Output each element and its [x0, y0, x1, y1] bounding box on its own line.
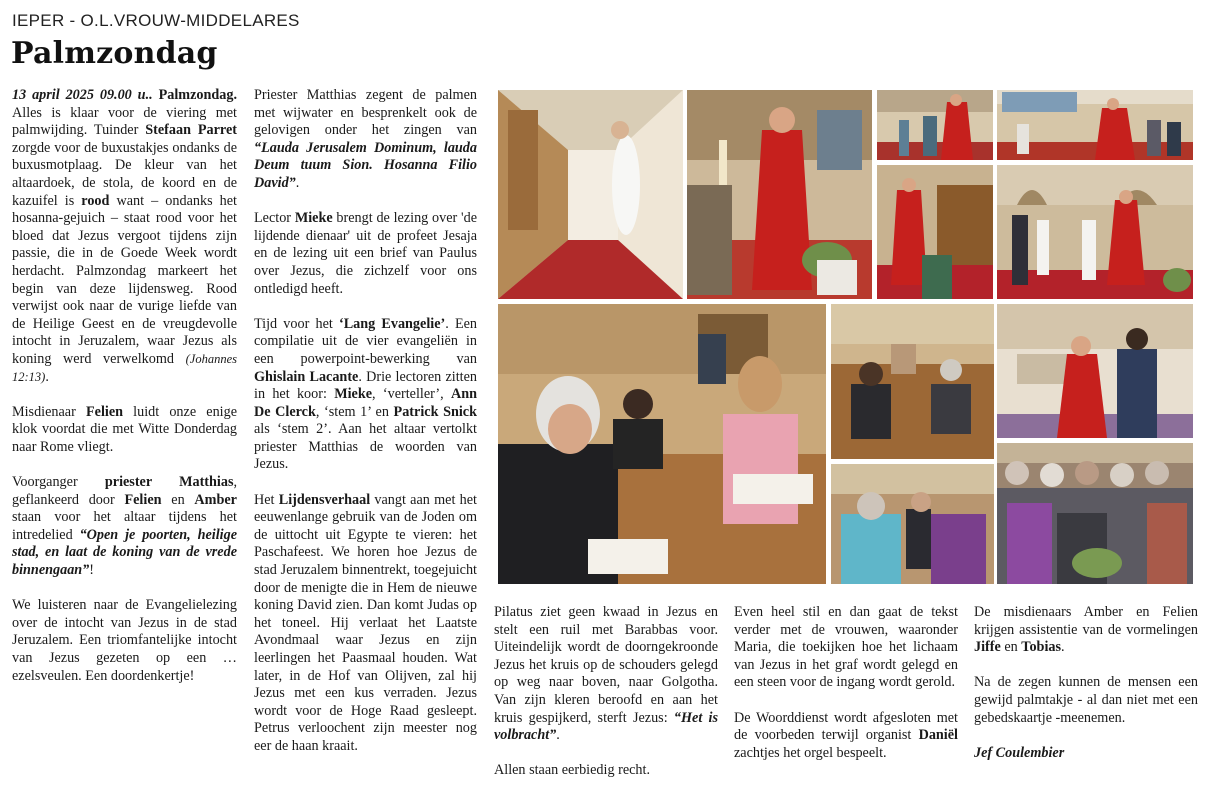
photo-altar-server-corridor [498, 90, 683, 299]
photo-priest-at-lectern [877, 165, 993, 299]
text-column-4 [734, 604, 958, 762]
person-name: Ann De Clerck [254, 386, 477, 420]
paragraph: Na de zegen kunnen de mensen een gewijd palmtakje - al dan niet met een gebedskaartje -meenemen. [974, 674, 1198, 726]
photo-people-taking-palms [831, 464, 994, 584]
person-name: Felien [124, 491, 162, 508]
person-name: Mieke [294, 210, 333, 227]
song-quote: “Lauda Jerusalem Dominum, lauda Deum tuum Sion. Hosanna Filio David” [254, 139, 477, 191]
photo-priest-with-vormeling [997, 304, 1193, 438]
paragraph: Tijd voor het ‘Lang Evangelie’. Een compilatie uit de vier evangeliën in een powerpoint-bewerking van Ghislain Lacante. Drie lectoren zitten in het koor: Mieke, ‘verteller’, Ann De Clerck, ‘stem 1’ en Patrick Snick als ‘stem 2’. Aan het altaar vertolkt priester Matthias de woorden van Jezus. [254, 315, 477, 473]
photo-altar-servers-church [997, 165, 1193, 299]
bible-reference: (Johannes 12:13) [12, 351, 237, 384]
photo-congregation-screen [997, 90, 1193, 160]
person-name: Patrick Snick [393, 403, 477, 420]
paragraph: 13 april 2025 09.00 u.. Palmzondag. Alles is klaar voor de viering met palmwijding. Tuinder Stefaan Parret zorgde voor de buxustakjes ondanks de buxusmotplaag. De kleur van het altaardoek, de stola, de koord en de kazuifel is rood want – ondanks het hosanna-gejuich – staat rood voor het bloed dat Jezus vergoot tijdens zijn passie, die in de Goede Week wordt herdacht. Palmzondag markeert het begin van deze lijdensweg. Rood verwijst ook naar de vurige liefde van de Heilige Geest en de vreugdevolle intocht in Jeruzalem, waar Jezus als koning werd verwelkomd (Johannes 12:13). [12, 87, 238, 385]
person-name: Mieke [334, 386, 373, 403]
article-title: Palmzondag [11, 36, 218, 71]
quote: “Het is volbracht” [494, 709, 718, 744]
paragraph: We luisteren naar de Evangelielezing over de intocht van Jezus in de stad Jeruzalem. Een triomfantelijke intocht van Jezus gezeten op een … ezelsveulen. Een doordenkertje! [12, 597, 237, 684]
photo-priest-blessing-palms [687, 90, 872, 299]
text-column-3 [494, 604, 718, 780]
person-name: Daniël [918, 727, 958, 744]
date-label: 13 april 2025 09.00 u.. [12, 87, 153, 103]
lead-word: Palmzondag. [158, 87, 238, 103]
photo-palm-procession-1 [877, 90, 993, 160]
song-quote: “Open je poorten, heilige stad, en laat de koning van de vrede binnengaan” [12, 526, 237, 579]
photo-crowd-palm-baskets [997, 443, 1193, 584]
person-name: Tobias [1021, 639, 1061, 656]
person-name: Felien [85, 403, 124, 420]
paragraph: Lector Mieke brengt de lezing over 'de lijdende dienaar' uit de profeet Jesaja en de lezing uit een brief van Paulus over Jezus, die zichzelf voor ons ontledigd heeft. [254, 210, 477, 297]
text-column-1 [12, 87, 237, 685]
person-name: Amber [194, 491, 237, 508]
paragraph: Priester Matthias zegent de palmen met wijwater en besprenkelt ook de gelovigen onder het zingen van “Lauda Jerusalem Dominum, lauda Deum tuum Sion. Hosanna Filio David”. [254, 87, 477, 191]
person-name: Ghislain Lacante [254, 368, 359, 385]
paragraph: De Woorddienst wordt afgesloten met de voorbeden terwijl organist Daniël zachtjes het orgel bespeelt. [734, 709, 958, 761]
paragraph: Voorganger priester Matthias, geflankeerd door Felien en Amber staan voor het altaar tijdens het intredelied “Open je poorten, heilige stad, en laat de koning van de vrede binnengaan”! [12, 474, 238, 579]
photo-congregation-pews [831, 304, 994, 459]
photo-lectors-in-choir [498, 304, 826, 584]
paragraph: Allen staan eerbiedig recht. [494, 762, 650, 779]
person-name: priester Matthias [104, 474, 234, 491]
text-column-5 [974, 604, 1198, 762]
paragraph: Pilatus ziet geen kwaad in Jezus en stelt een ruil met Barabbas voor. Uiteindelijk wordt de doorngekroonde Jezus het kruis op de schouders gelegd op weg naar boven, naar Golgotha. Van zijn kleren beroofd en aan het kruis gespijkerd, sterft Jezus: “Het is volbracht”. [494, 604, 718, 744]
paragraph: Misdienaar Felien luidt onze enige klok voordat die met Witte Donderdag naar Rome vliegt. [12, 403, 237, 455]
person-name: Jiffe [974, 639, 1001, 656]
author-signature: Jef Coulembier [974, 744, 1065, 761]
paragraph: Het Lijdensverhaal vangt aan met het eeuwenlange gebruik van de Joden om de uittocht uit Egypte te vieren: het Paschafeest. We horen hoe Jezus de stad Jeruzalem binnentrekt, toegejuicht door de menigte die in Hem de nieuwe koning David zien. Dan komt Judas op het toneel. Hij verlaat het Laatste Avondmaal waar Jezus en zijn leerlingen het Paasmaal houden. Wat later, in de Hof van Olijven, zal hij Jezus met een kus verraden. Jezus wordt voor de Hoge Raad gesleept. Petrus verloochent zijn meester nog eer de haan kraait. [254, 491, 477, 754]
person-name: Stefaan Parret [145, 122, 237, 139]
text-column-2 [254, 87, 477, 756]
paragraph: De misdienaars Amber en Felien krijgen assistentie van de vormelingen Jiffe en Tobias. [974, 604, 1198, 656]
color-word: rood [81, 192, 110, 209]
section-header: IEPER - O.L.VROUW-MIDDELARES [12, 11, 300, 30]
paragraph: Even heel stil en dan gaat de tekst verder met de vrouwen, waaronder Maria, die toekijken hoe het lichaam van Jezus in het graf wordt gelegd en een steen voor de ingang wordt gerold. [734, 604, 958, 691]
